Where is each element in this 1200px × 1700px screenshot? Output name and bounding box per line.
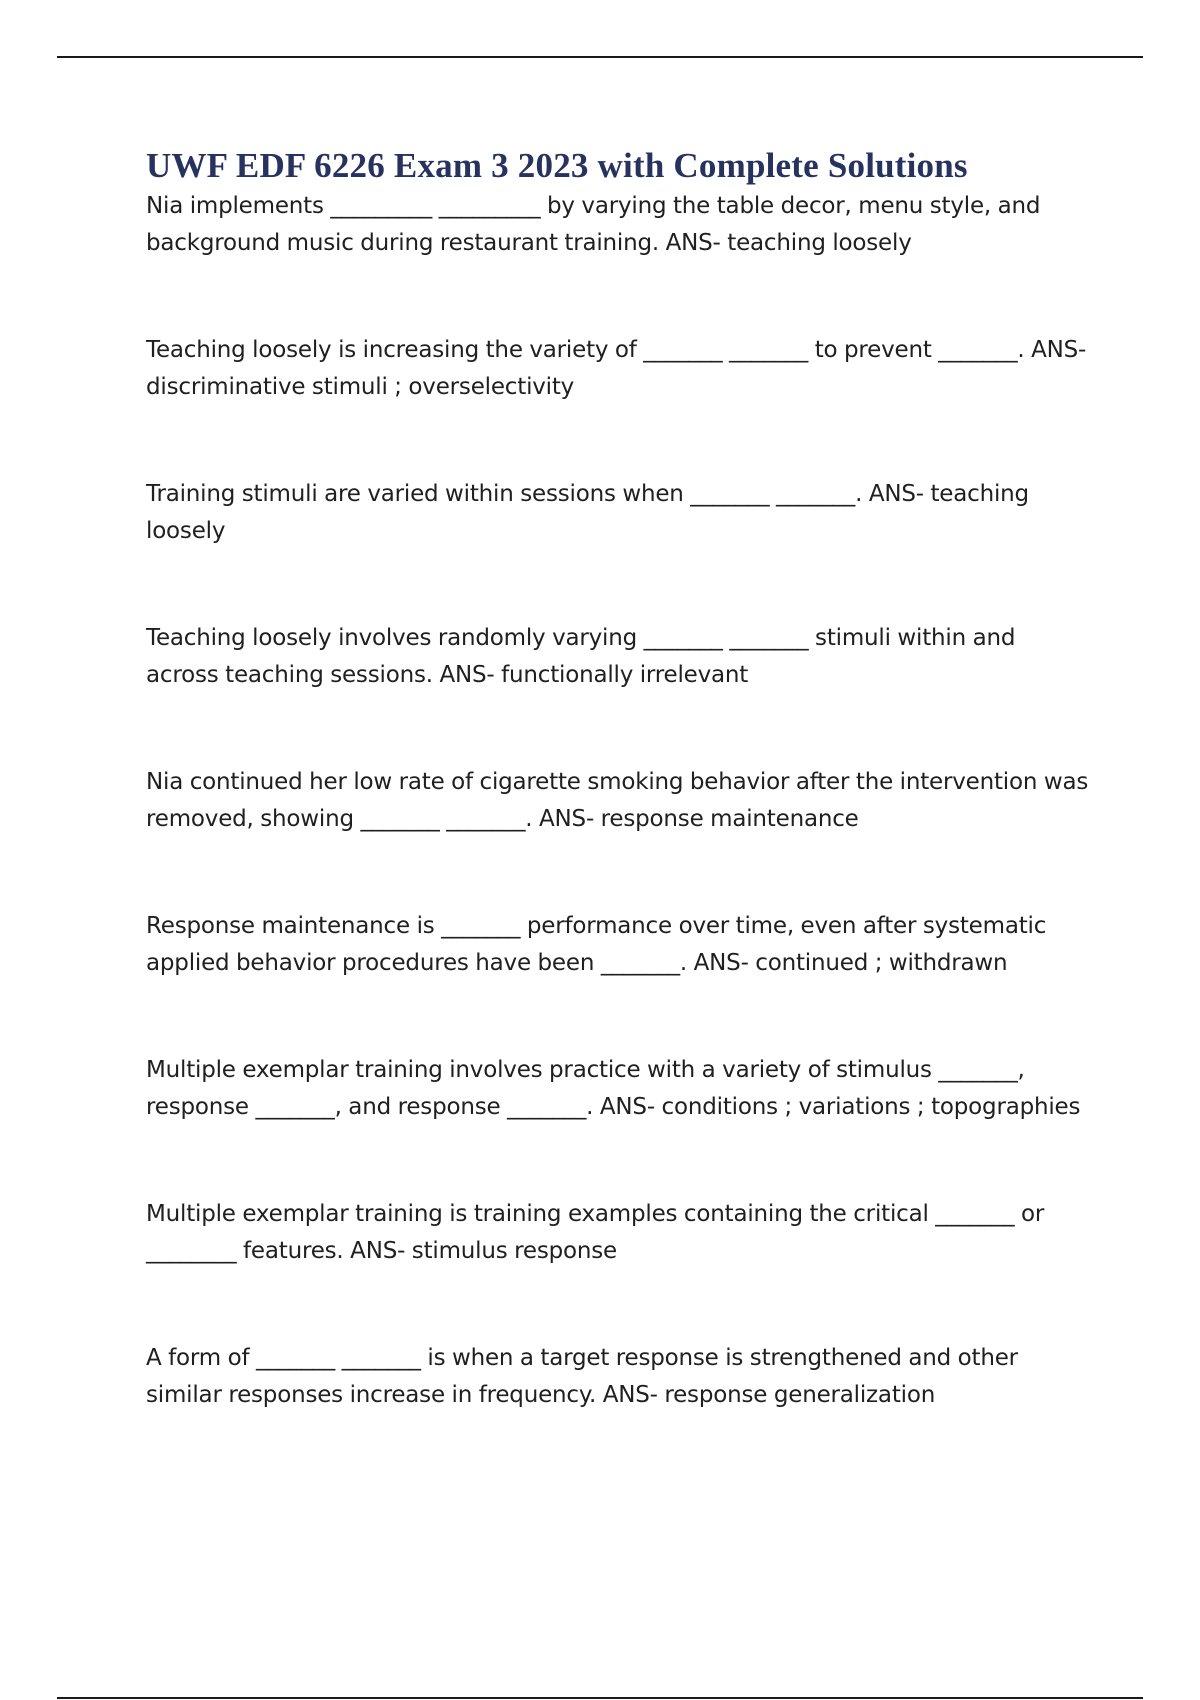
document-body: [146, 142, 1091, 1414]
qa-item-6: Response maintenance is _______ performance over time, even after systematic applied behavior procedures have been _______. ANS- continued ; withdrawn: [146, 913, 1047, 976]
top-divider: [57, 56, 1143, 58]
qa-item-8: Multiple exemplar training is training examples containing the critical _______ or ________ features. ANS- stimulus response: [146, 1201, 1045, 1264]
qa-item-9: A form of _______ _______ is when a target response is strengthened and other similar responses increase in frequency. ANS- response generalization: [146, 1345, 1018, 1408]
qa-item-1: Nia implements _________ _________ by varying the table decor, menu style, and background music during restaurant training. ANS- teaching loosely: [146, 193, 1041, 256]
qa-item-4: Teaching loosely involves randomly varying _______ _______ stimuli within and across teaching sessions. ANS- functionally irrelevant: [146, 625, 1016, 688]
qa-item-2: Teaching loosely is increasing the variety of _______ _______ to prevent _______. ANS- discriminative stimuli ; overselectivity: [146, 337, 1087, 400]
qa-item-3: Training stimuli are varied within sessions when _______ _______. ANS- teaching loosely: [146, 481, 1029, 544]
qa-item-5: Nia continued her low rate of cigarette smoking behavior after the intervention was removed, showing _______ _______. ANS- response maintenance: [146, 769, 1089, 832]
bottom-divider: [57, 1697, 1143, 1699]
qa-item-7: Multiple exemplar training involves practice with a variety of stimulus _______, response _______, and response _______. ANS- conditions ; variations ; topographies: [146, 1057, 1081, 1120]
document-title: UWF EDF 6226 Exam 3 2023 with Complete Solutions: [146, 146, 968, 185]
